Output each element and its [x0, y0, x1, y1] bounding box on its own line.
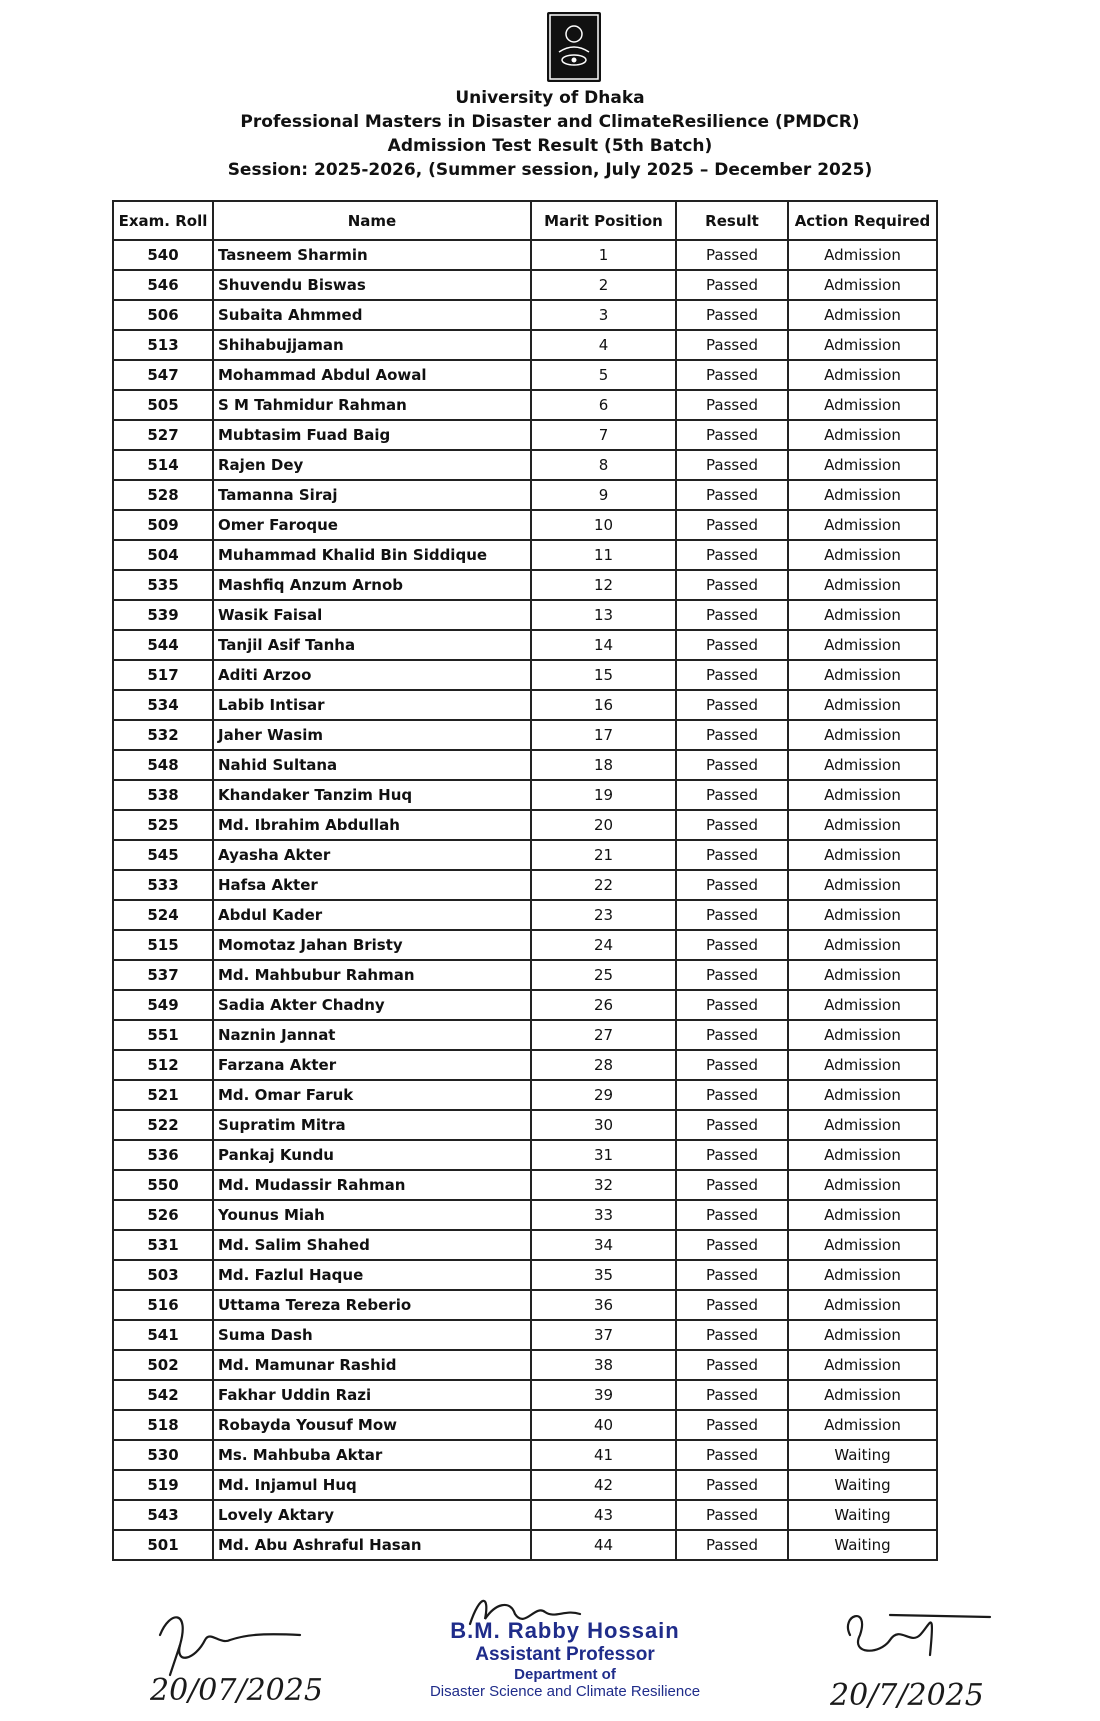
action-required-cell: Admission: [788, 1140, 937, 1170]
table-row: [113, 330, 937, 360]
signatory-name: B.M. Rabby Hossain: [450, 1618, 680, 1643]
result-cell: Passed: [676, 840, 788, 870]
table-row: [113, 1260, 937, 1290]
name-cell: Farzana Akter: [213, 1050, 531, 1080]
merit-position-cell: 41: [531, 1440, 676, 1470]
action-required-cell: Waiting: [788, 1530, 937, 1560]
action-required-cell: Admission: [788, 720, 937, 750]
name-cell: Shihabujjaman: [213, 330, 531, 360]
merit-position-cell: 7: [531, 420, 676, 450]
name-cell: Supratim Mitra: [213, 1110, 531, 1140]
action-required-cell: Admission: [788, 780, 937, 810]
action-required-cell: Admission: [788, 1290, 937, 1320]
result-table: [112, 200, 938, 1561]
university-name: University of Dhaka: [455, 88, 645, 108]
merit-position-cell: 34: [531, 1230, 676, 1260]
result-cell: Passed: [676, 1320, 788, 1350]
merit-position-cell: 5: [531, 360, 676, 390]
exam-roll-cell: 519: [113, 1470, 213, 1500]
result-cell: Passed: [676, 780, 788, 810]
action-required-cell: Waiting: [788, 1440, 937, 1470]
table-row: [113, 990, 937, 1020]
result-title: Admission Test Result (5th Batch): [387, 136, 713, 156]
exam-roll-cell: 516: [113, 1290, 213, 1320]
name-cell: Ayasha Akter: [213, 840, 531, 870]
action-required-cell: Admission: [788, 840, 937, 870]
merit-position-cell: 22: [531, 870, 676, 900]
exam-roll-cell: 501: [113, 1530, 213, 1560]
merit-position-cell: 13: [531, 600, 676, 630]
exam-roll-cell: 525: [113, 810, 213, 840]
exam-roll-cell: 540: [113, 240, 213, 270]
table-row: [113, 660, 937, 690]
action-required-cell: Admission: [788, 390, 937, 420]
table-row: [113, 510, 937, 540]
name-cell: Younus Miah: [213, 1200, 531, 1230]
exam-roll-cell: 546: [113, 270, 213, 300]
left-signature-date: 20/07/2025: [150, 1673, 323, 1708]
table-row: [113, 1500, 937, 1530]
result-cell: Passed: [676, 900, 788, 930]
name-cell: Omer Faroque: [213, 510, 531, 540]
merit-position-cell: 11: [531, 540, 676, 570]
table-row: [113, 1290, 937, 1320]
name-cell: Naznin Jannat: [213, 1020, 531, 1050]
action-required-cell: Admission: [788, 690, 937, 720]
name-cell: Md. Ibrahim Abdullah: [213, 810, 531, 840]
result-cell: Passed: [676, 1470, 788, 1500]
action-required-cell: Admission: [788, 660, 937, 690]
action-required-cell: Admission: [788, 870, 937, 900]
result-cell: Passed: [676, 270, 788, 300]
exam-roll-cell: 544: [113, 630, 213, 660]
merit-position-cell: 12: [531, 570, 676, 600]
merit-position-cell: 29: [531, 1080, 676, 1110]
exam-roll-cell: 549: [113, 990, 213, 1020]
name-cell: Wasik Faisal: [213, 600, 531, 630]
name-cell: Abdul Kader: [213, 900, 531, 930]
result-cell: Passed: [676, 930, 788, 960]
name-cell: Jaher Wasim: [213, 720, 531, 750]
name-cell: Mashfiq Anzum Arnob: [213, 570, 531, 600]
exam-roll-cell: 505: [113, 390, 213, 420]
name-cell: Md. Omar Faruk: [213, 1080, 531, 1110]
action-required-cell: Admission: [788, 360, 937, 390]
result-cell: Passed: [676, 480, 788, 510]
table-row: [113, 750, 937, 780]
merit-position-cell: 26: [531, 990, 676, 1020]
action-required-cell: Admission: [788, 1230, 937, 1260]
table-row: [113, 870, 937, 900]
action-required-cell: Admission: [788, 1320, 937, 1350]
table-row: [113, 780, 937, 810]
exam-roll-cell: 536: [113, 1140, 213, 1170]
signatory-title: Assistant Professor: [475, 1644, 655, 1665]
merit-position-cell: 37: [531, 1320, 676, 1350]
result-cell: Passed: [676, 990, 788, 1020]
table-row: [113, 930, 937, 960]
table-row: [113, 600, 937, 630]
table-row: [113, 1530, 937, 1560]
table-row: [113, 480, 937, 510]
result-cell: Passed: [676, 240, 788, 270]
name-cell: Subaita Ahmmed: [213, 300, 531, 330]
exam-roll-cell: 522: [113, 1110, 213, 1140]
action-required-cell: Admission: [788, 630, 937, 660]
merit-position-cell: 38: [531, 1350, 676, 1380]
name-cell: Tamanna Siraj: [213, 480, 531, 510]
exam-roll-cell: 528: [113, 480, 213, 510]
action-required-cell: Admission: [788, 270, 937, 300]
name-cell: Pankaj Kundu: [213, 1140, 531, 1170]
table-row: [113, 960, 937, 990]
result-cell: Passed: [676, 1500, 788, 1530]
table-row: [113, 1080, 937, 1110]
table-row: [113, 840, 937, 870]
exam-roll-cell: 524: [113, 900, 213, 930]
merit-position-cell: 17: [531, 720, 676, 750]
merit-position-cell: 25: [531, 960, 676, 990]
table-row: [113, 1200, 937, 1230]
name-cell: Ms. Mahbuba Aktar: [213, 1440, 531, 1470]
table-row: [113, 360, 937, 390]
action-required-cell: Admission: [788, 480, 937, 510]
action-required-cell: Admission: [788, 240, 937, 270]
table-row: [113, 570, 937, 600]
action-required-cell: Admission: [788, 450, 937, 480]
exam-roll-cell: 503: [113, 1260, 213, 1290]
result-cell: Passed: [676, 870, 788, 900]
exam-roll-cell: 527: [113, 420, 213, 450]
name-cell: Sadia Akter Chadny: [213, 990, 531, 1020]
exam-roll-cell: 526: [113, 1200, 213, 1230]
table-row: [113, 1320, 937, 1350]
action-required-cell: Admission: [788, 510, 937, 540]
merit-position-cell: 9: [531, 480, 676, 510]
action-required-cell: Admission: [788, 570, 937, 600]
result-cell: Passed: [676, 810, 788, 840]
exam-roll-cell: 551: [113, 1020, 213, 1050]
table-row: [113, 1380, 937, 1410]
exam-roll-cell: 514: [113, 450, 213, 480]
merit-position-cell: 30: [531, 1110, 676, 1140]
col-exam-roll: Exam. Roll: [113, 201, 213, 240]
merit-position-cell: 14: [531, 630, 676, 660]
table-row: [113, 1140, 937, 1170]
table-header-row: [113, 201, 937, 240]
name-cell: Muhammad Khalid Bin Siddique: [213, 540, 531, 570]
result-cell: Passed: [676, 720, 788, 750]
exam-roll-cell: 532: [113, 720, 213, 750]
merit-position-cell: 20: [531, 810, 676, 840]
action-required-cell: Admission: [788, 1080, 937, 1110]
exam-roll-cell: 504: [113, 540, 213, 570]
result-cell: Passed: [676, 1020, 788, 1050]
merit-position-cell: 31: [531, 1140, 676, 1170]
merit-position-cell: 3: [531, 300, 676, 330]
table-row: [113, 390, 937, 420]
result-cell: Passed: [676, 1110, 788, 1140]
action-required-cell: Admission: [788, 1200, 937, 1230]
name-cell: Suma Dash: [213, 1320, 531, 1350]
name-cell: Labib Intisar: [213, 690, 531, 720]
result-cell: Passed: [676, 1140, 788, 1170]
result-cell: Passed: [676, 540, 788, 570]
action-required-cell: Admission: [788, 600, 937, 630]
university-logo: [547, 12, 601, 82]
action-required-cell: Admission: [788, 1110, 937, 1140]
result-cell: Passed: [676, 300, 788, 330]
merit-position-cell: 10: [531, 510, 676, 540]
action-required-cell: Admission: [788, 1260, 937, 1290]
exam-roll-cell: 513: [113, 330, 213, 360]
center-signature-block: [395, 1618, 735, 1700]
name-cell: Mubtasim Fuad Baig: [213, 420, 531, 450]
exam-roll-cell: 512: [113, 1050, 213, 1080]
exam-roll-cell: 545: [113, 840, 213, 870]
name-cell: Lovely Aktary: [213, 1500, 531, 1530]
exam-roll-cell: 509: [113, 510, 213, 540]
result-cell: Passed: [676, 1380, 788, 1410]
merit-position-cell: 44: [531, 1530, 676, 1560]
name-cell: Tanjil Asif Tanha: [213, 630, 531, 660]
exam-roll-cell: 547: [113, 360, 213, 390]
result-cell: Passed: [676, 1530, 788, 1560]
signatory-department: Department of: [514, 1666, 616, 1683]
merit-position-cell: 21: [531, 840, 676, 870]
name-cell: Md. Mahbubur Rahman: [213, 960, 531, 990]
action-required-cell: Admission: [788, 810, 937, 840]
exam-roll-cell: 535: [113, 570, 213, 600]
action-required-cell: Admission: [788, 1170, 937, 1200]
result-cell: Passed: [676, 1050, 788, 1080]
result-cell: Passed: [676, 1230, 788, 1260]
name-cell: Rajen Dey: [213, 450, 531, 480]
result-cell: Passed: [676, 390, 788, 420]
table-row: [113, 1170, 937, 1200]
table-row: [113, 690, 937, 720]
exam-roll-cell: 542: [113, 1380, 213, 1410]
result-cell: Passed: [676, 1170, 788, 1200]
table-row: [113, 420, 937, 450]
action-required-cell: Admission: [788, 540, 937, 570]
exam-roll-cell: 517: [113, 660, 213, 690]
exam-roll-cell: 548: [113, 750, 213, 780]
table-row: [113, 720, 937, 750]
col-name: Name: [213, 201, 531, 240]
action-required-cell: Admission: [788, 960, 937, 990]
merit-position-cell: 33: [531, 1200, 676, 1230]
action-required-cell: Admission: [788, 930, 937, 960]
merit-position-cell: 15: [531, 660, 676, 690]
table-row: [113, 810, 937, 840]
table-row: [113, 240, 937, 270]
action-required-cell: Admission: [788, 300, 937, 330]
signatory-department-name: Disaster Science and Climate Resilience: [429, 1683, 701, 1700]
exam-roll-cell: 531: [113, 1230, 213, 1260]
merit-position-cell: 27: [531, 1020, 676, 1050]
program-name: Professional Masters in Disaster and ClimateResilience (PMDCR): [240, 112, 860, 132]
table-row: [113, 630, 937, 660]
action-required-cell: Admission: [788, 1380, 937, 1410]
name-cell: Uttama Tereza Reberio: [213, 1290, 531, 1320]
merit-position-cell: 40: [531, 1410, 676, 1440]
result-cell: Passed: [676, 630, 788, 660]
name-cell: Md. Salim Shahed: [213, 1230, 531, 1260]
action-required-cell: Admission: [788, 420, 937, 450]
result-cell: Passed: [676, 1410, 788, 1440]
name-cell: Md. Injamul Huq: [213, 1470, 531, 1500]
exam-roll-cell: 543: [113, 1500, 213, 1530]
action-required-cell: Admission: [788, 1410, 937, 1440]
result-cell: Passed: [676, 360, 788, 390]
merit-position-cell: 35: [531, 1260, 676, 1290]
table-row: [113, 1110, 937, 1140]
result-cell: Passed: [676, 330, 788, 360]
action-required-cell: Waiting: [788, 1500, 937, 1530]
merit-position-cell: 32: [531, 1170, 676, 1200]
name-cell: Nahid Sultana: [213, 750, 531, 780]
name-cell: Fakhar Uddin Razi: [213, 1380, 531, 1410]
table-row: [113, 1050, 937, 1080]
exam-roll-cell: 515: [113, 930, 213, 960]
action-required-cell: Admission: [788, 1050, 937, 1080]
result-cell: Passed: [676, 1440, 788, 1470]
table-row: [113, 1350, 937, 1380]
action-required-cell: Admission: [788, 1020, 937, 1050]
col-action-required: Action Required: [788, 201, 937, 240]
col-merit-position: Marit Position: [531, 201, 676, 240]
exam-roll-cell: 518: [113, 1410, 213, 1440]
table-row: [113, 1440, 937, 1470]
table-row: [113, 450, 937, 480]
name-cell: Hafsa Akter: [213, 870, 531, 900]
name-cell: Md. Mamunar Rashid: [213, 1350, 531, 1380]
merit-position-cell: 23: [531, 900, 676, 930]
col-result: Result: [676, 201, 788, 240]
merit-position-cell: 16: [531, 690, 676, 720]
name-cell: Khandaker Tanzim Huq: [213, 780, 531, 810]
right-signature: [830, 1595, 1030, 1715]
result-cell: Passed: [676, 1200, 788, 1230]
session-info: Session: 2025-2026, (Summer session, July 2025 – December 2025): [227, 160, 873, 180]
result-cell: Passed: [676, 1350, 788, 1380]
merit-position-cell: 36: [531, 1290, 676, 1320]
merit-position-cell: 4: [531, 330, 676, 360]
table-row: [113, 300, 937, 330]
result-cell: Passed: [676, 570, 788, 600]
right-signature-date: 20/7/2025: [830, 1678, 984, 1713]
table-row: [113, 270, 937, 300]
name-cell: Mohammad Abdul Aowal: [213, 360, 531, 390]
name-cell: S M Tahmidur Rahman: [213, 390, 531, 420]
name-cell: Aditi Arzoo: [213, 660, 531, 690]
action-required-cell: Admission: [788, 750, 937, 780]
table-row: [113, 540, 937, 570]
exam-roll-cell: 533: [113, 870, 213, 900]
action-required-cell: Admission: [788, 900, 937, 930]
document-header: [0, 86, 1100, 182]
result-cell: Passed: [676, 750, 788, 780]
exam-roll-cell: 538: [113, 780, 213, 810]
merit-position-cell: 28: [531, 1050, 676, 1080]
result-cell: Passed: [676, 690, 788, 720]
table-row: [113, 1230, 937, 1260]
table-row: [113, 1410, 937, 1440]
name-cell: Momotaz Jahan Bristy: [213, 930, 531, 960]
table-row: [113, 1020, 937, 1050]
merit-position-cell: 39: [531, 1380, 676, 1410]
left-signature: [150, 1605, 350, 1715]
exam-roll-cell: 537: [113, 960, 213, 990]
name-cell: Tasneem Sharmin: [213, 240, 531, 270]
result-cell: Passed: [676, 510, 788, 540]
action-required-cell: Waiting: [788, 1470, 937, 1500]
table-row: [113, 1470, 937, 1500]
exam-roll-cell: 541: [113, 1320, 213, 1350]
name-cell: Shuvendu Biswas: [213, 270, 531, 300]
merit-position-cell: 19: [531, 780, 676, 810]
name-cell: Md. Fazlul Haque: [213, 1260, 531, 1290]
exam-roll-cell: 534: [113, 690, 213, 720]
exam-roll-cell: 530: [113, 1440, 213, 1470]
action-required-cell: Admission: [788, 330, 937, 360]
result-cell: Passed: [676, 1080, 788, 1110]
result-cell: Passed: [676, 960, 788, 990]
result-cell: Passed: [676, 1260, 788, 1290]
exam-roll-cell: 506: [113, 300, 213, 330]
result-cell: Passed: [676, 420, 788, 450]
merit-position-cell: 2: [531, 270, 676, 300]
action-required-cell: Admission: [788, 1350, 937, 1380]
name-cell: Md. Abu Ashraful Hasan: [213, 1530, 531, 1560]
merit-position-cell: 42: [531, 1470, 676, 1500]
merit-position-cell: 6: [531, 390, 676, 420]
table-row: [113, 900, 937, 930]
result-cell: Passed: [676, 1290, 788, 1320]
merit-position-cell: 43: [531, 1500, 676, 1530]
name-cell: Robayda Yousuf Mow: [213, 1410, 531, 1440]
exam-roll-cell: 550: [113, 1170, 213, 1200]
merit-position-cell: 24: [531, 930, 676, 960]
exam-roll-cell: 521: [113, 1080, 213, 1110]
merit-position-cell: 18: [531, 750, 676, 780]
merit-position-cell: 8: [531, 450, 676, 480]
name-cell: Md. Mudassir Rahman: [213, 1170, 531, 1200]
result-cell: Passed: [676, 600, 788, 630]
result-cell: Passed: [676, 450, 788, 480]
result-cell: Passed: [676, 660, 788, 690]
action-required-cell: Admission: [788, 990, 937, 1020]
exam-roll-cell: 539: [113, 600, 213, 630]
exam-roll-cell: 502: [113, 1350, 213, 1380]
merit-position-cell: 1: [531, 240, 676, 270]
